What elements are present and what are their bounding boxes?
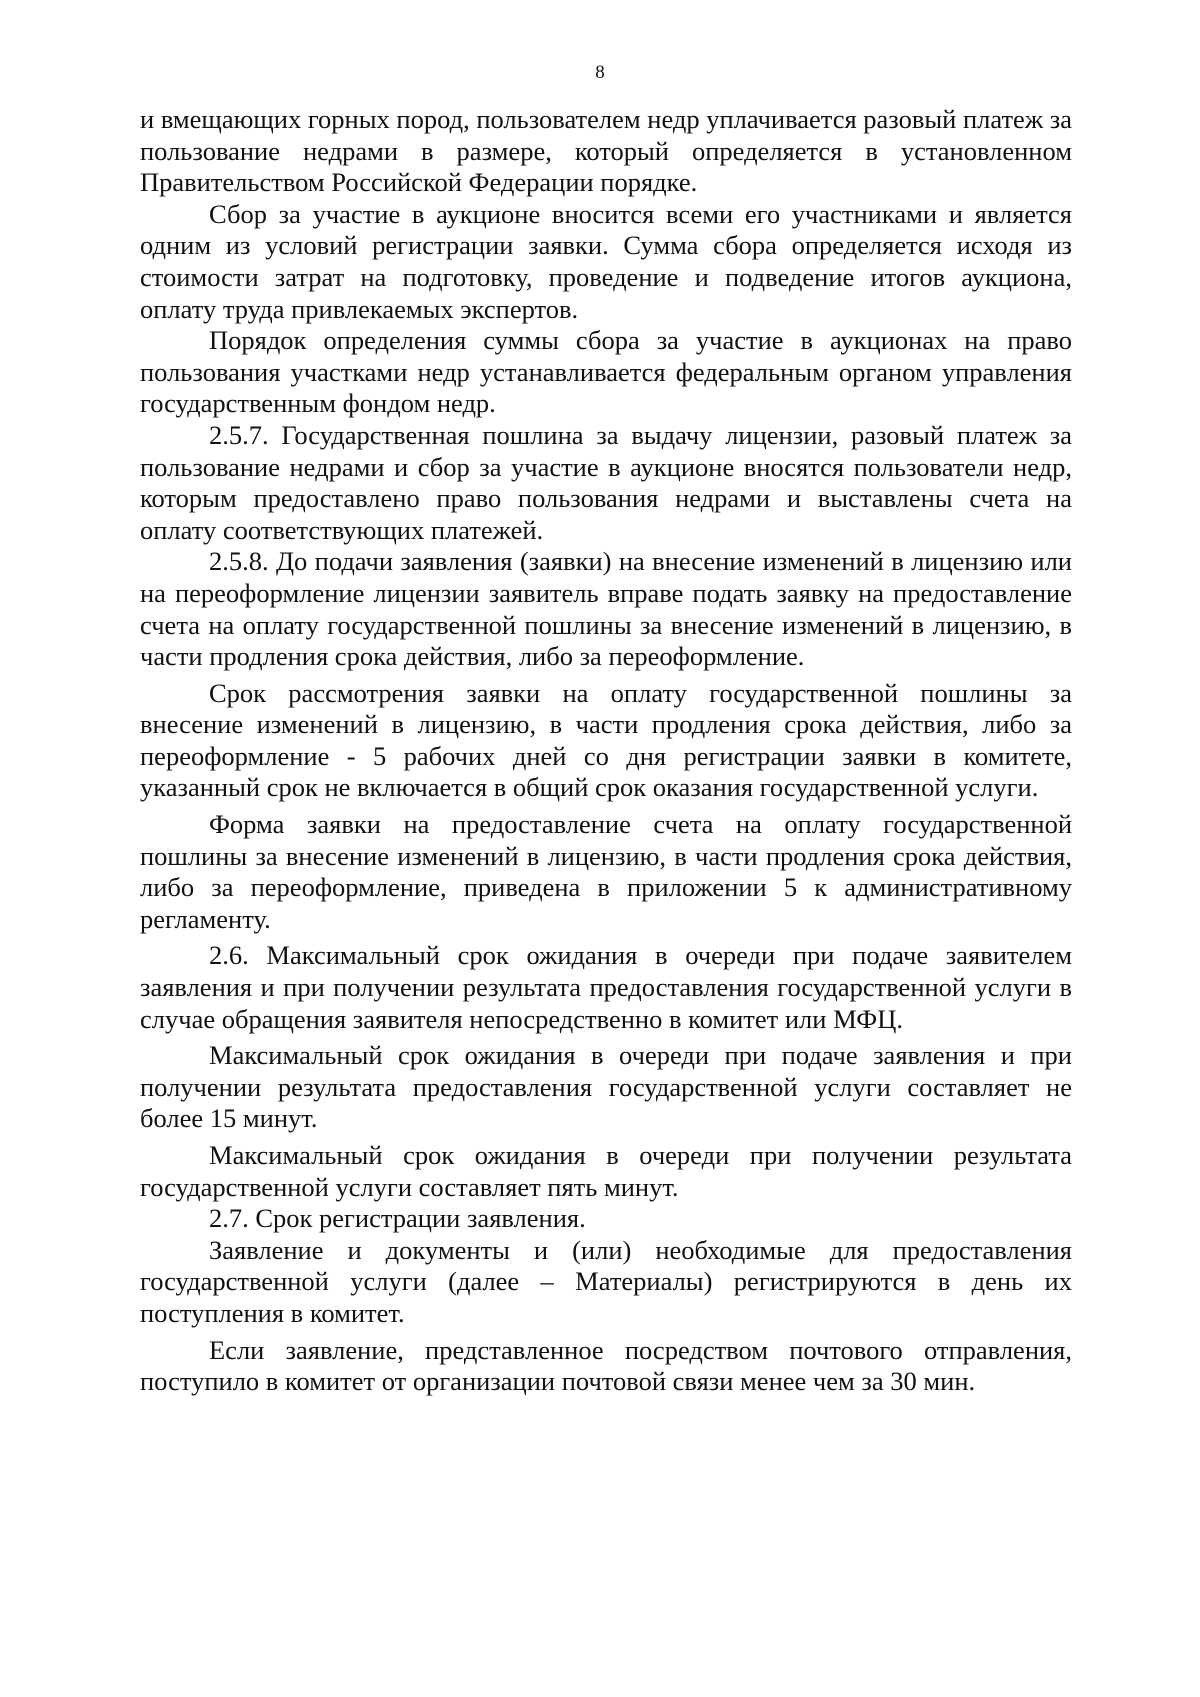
document-body xyxy=(140,104,1072,1398)
paragraph-postal: Если заявление, представленное посредством почтового отправления, поступило в комитет от организации почтовой связи менее чем за 30 мин. xyxy=(140,1334,1072,1397)
paragraph-queue-15-min: Максимальный срок ожидания в очереди при подаче заявления и при получении результата предоставления государственной услуги составляет не более 15 минут. xyxy=(140,1040,1072,1134)
paragraph-2-7: 2.7. Срок регистрации заявления. xyxy=(209,1203,586,1234)
paragraph-registration: Заявление и документы и (или) необходимые для предоставления государственной услуги (далее – Материалы) регистрируются в день их поступления в комитет. xyxy=(140,1234,1072,1328)
page-number: 8 xyxy=(595,62,605,83)
paragraph-queue-5-min: Максимальный срок ожидания в очереди при получении результата государственной услуги составляет пять минут. xyxy=(140,1140,1072,1202)
paragraph-fee-procedure: Порядок определения суммы сбора за участие в аукционах на право пользования участками недр устанавливается федеральным органом управления государственным фондом недр. xyxy=(140,325,1072,419)
paragraph-continuation: и вмещающих горных пород, пользователем недр уплачивается разовый платеж за пользование недрами в размере, который определяется в установленном Правительством Российской Федерации порядке. xyxy=(140,104,1072,198)
paragraph-auction-fee: Сбор за участие в аукционе вносится всеми его участниками и является одним из условий регистрации заявки. Сумма сбора определяется исходя из стоимости затрат на подготовку, проведение и подведение итогов аукциона, оплату труда привлекаемых экспертов. xyxy=(140,198,1072,324)
paragraph-2-5-7: 2.5.7. Государственная пошлина за выдачу лицензии, разовый платеж за пользование недрами и сбор за участие в аукционе вносятся пользователи недр, которым предоставлено право пользования недрами и выставлены счета на оплату соответствующих платежей. xyxy=(140,419,1072,545)
paragraph-review-term: Срок рассмотрения заявки на оплату государственной пошлины за внесение изменений в лицензию, в части продления срока действия, либо за переоформление - 5 рабочих дней со дня регистрации заявки в комитете, указанный срок не включается в общий срок оказания государственной услуги. xyxy=(140,677,1072,803)
paragraph-application-form: Форма заявки на предоставление счета на оплату государственной пошлины за внесение изменений в лицензию, в части продления срока действия, либо за переоформление, приведена в приложении 5 к административному регламенту. xyxy=(140,809,1072,934)
paragraph-2-5-8: 2.5.8. До подачи заявления (заявки) на внесение изменений в лицензию или на переоформление лицензии заявитель вправе подать заявку на предоставление счета на оплату государственной пошлины за внесение изменений в лицензию, в части продления срока действия, либо за переоформление. xyxy=(140,546,1072,672)
paragraph-2-6: 2.6. Максимальный срок ожидания в очереди при подаче заявителем заявления и при получении результата предоставления государственной услуги в случае обращения заявителя непосредственно в комитет или МФЦ. xyxy=(140,940,1072,1034)
